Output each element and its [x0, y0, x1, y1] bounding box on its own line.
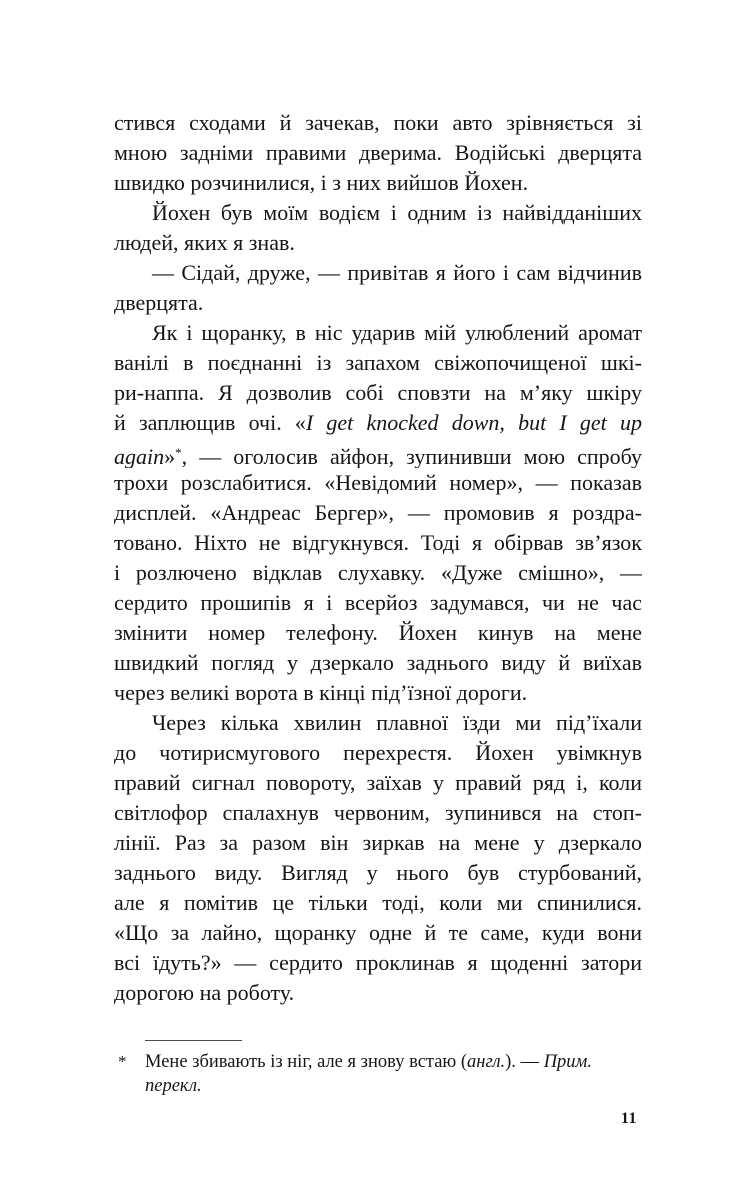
text-run: мною задніми правими дверима. Водійські дверцята: [114, 140, 642, 165]
paragraph: [114, 318, 642, 708]
text-run: Прим. перекл.: [145, 1052, 592, 1096]
text-run: again: [114, 444, 165, 468]
text-line: [114, 558, 642, 588]
paragraph: [114, 198, 642, 258]
text-run: *: [175, 445, 182, 460]
text-run: через великі ворота в кінці під’їзної дороги.: [114, 680, 528, 705]
text-run: змінити номер телефону. Йохен кинув на мене: [114, 620, 642, 645]
text-line: [114, 708, 642, 738]
text-run: трохи розслабитися. «Невідомий номер», — показав: [114, 470, 642, 495]
text-line: [114, 318, 642, 348]
text-run: світлофор спалахнув червоним, зупинився на стоп-: [114, 800, 642, 825]
text-run: швидкий погляд у дзеркало заднього виду й виїхав: [114, 650, 642, 675]
text-line: [114, 588, 642, 618]
text-line: [114, 768, 642, 798]
text-run: «Що за лайно, щоранку одне й те саме, куди вони: [114, 920, 642, 945]
text-line: [114, 828, 642, 858]
text-line: [114, 918, 642, 948]
text-run: й заплющив очі. «: [114, 410, 306, 435]
text-run: ванілі в поєднанні із запахом свіжопочищеної шкі-: [114, 350, 642, 375]
text-line: [114, 108, 642, 138]
text-line: [114, 168, 642, 198]
text-line: [114, 948, 642, 978]
paragraph: [114, 258, 642, 318]
text-line: [114, 408, 642, 438]
footnote: [114, 1050, 642, 1098]
text-run: англ.: [467, 1052, 506, 1072]
text-line: [114, 528, 642, 558]
text-run: ). —: [505, 1052, 544, 1072]
text-line: [114, 258, 642, 288]
text-run: — Сідай, друже, — привітав я його і сам відчинив: [152, 260, 642, 285]
paragraph: [114, 108, 642, 198]
paragraph: [114, 708, 642, 1008]
text-line: [114, 978, 642, 1008]
text-run: всі їдуть?» — сердито проклинав я щоденні затори: [114, 950, 642, 975]
text-line: [114, 648, 642, 678]
text-line: [114, 228, 642, 258]
text-line: [114, 888, 642, 918]
text-line: [114, 138, 642, 168]
text-run: дверцята.: [114, 290, 204, 315]
text-line: [114, 198, 642, 228]
text-run: заднього виду. Вигляд у нього був стурбований,: [114, 860, 642, 885]
text-run: правий сигнал повороту, заїхав у правий ряд і, коли: [114, 770, 642, 795]
text-run: Як і щоранку, в ніс ударив мій улюблений аромат: [152, 320, 642, 345]
text-run: стився сходами й зачекав, поки авто зрівняється зі: [114, 110, 642, 135]
text-run: Мене збивають із ніг, але я знову встаю (: [145, 1052, 468, 1072]
text-run: Йохен був моїм водієм і одним із найвідданіших: [152, 200, 642, 225]
text-line: [114, 288, 642, 318]
text-run: і розлючено відклав слухавку. «Дуже смішно», —: [114, 560, 642, 585]
footnote-marker: *: [118, 1052, 127, 1071]
footnote-separator-rule: [145, 1040, 242, 1041]
text-line: [114, 678, 642, 708]
text-line: [114, 738, 642, 768]
page-number: 11: [620, 1110, 637, 1127]
footnote-text: [145, 1050, 642, 1098]
text-run: сердито прошипів я і всерйоз задумався, чи не час: [114, 590, 642, 615]
text-line: [114, 438, 642, 468]
text-line: [114, 618, 642, 648]
text-line: [114, 858, 642, 888]
text-run: I get knocked down, but I get up: [305, 410, 642, 435]
text-line: [114, 348, 642, 378]
text-line: [114, 468, 642, 498]
text-run: , — оголосив айфон, зупинивши мою спробу: [181, 444, 642, 468]
text-run: товано. Ніхто не відгукнувся. Тоді я обірвав зв’язок: [114, 530, 642, 555]
text-run: Через кілька хвилин плавної їзди ми під’їхали: [152, 710, 642, 735]
text-run: лінії. Раз за разом він зиркав на мене у дзеркало: [114, 830, 642, 855]
text-run: але я помітив це тільки тоді, коли ми спинилися.: [114, 890, 642, 915]
text-block: [114, 108, 642, 1008]
text-run: до чотирисмугового перехрестя. Йохен увімкнув: [114, 740, 642, 765]
text-line: [114, 378, 642, 408]
text-run: людей, яких я знав.: [114, 230, 295, 255]
text-line: [114, 498, 642, 528]
text-run: швидко розчинилися, і з них вийшов Йохен.: [114, 170, 529, 195]
text-run: дисплей. «Андреас Бергер», — промовив я роздра-: [114, 500, 642, 525]
text-run: ри-наппа. Я дозволив собі сповзти на м’яку шкіру: [114, 380, 642, 405]
text-line: [114, 798, 642, 828]
text-run: дорогою на роботу.: [114, 980, 295, 1005]
text-run: »: [164, 444, 176, 468]
